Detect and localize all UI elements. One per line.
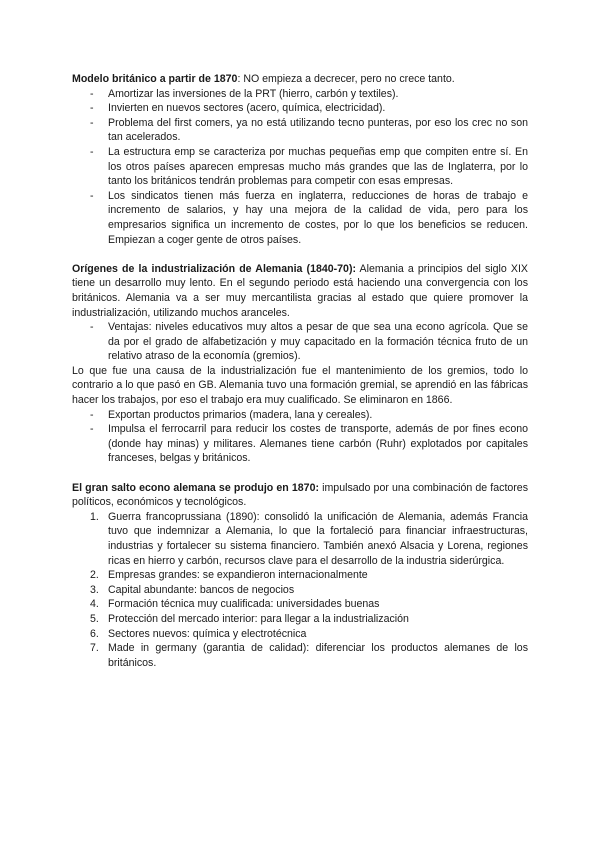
list-item	[72, 641, 528, 670]
list-item-text: Amortizar las inversiones de la PRT (hierro, carbón y textiles).	[108, 87, 399, 100]
list-number: 3.	[90, 583, 99, 596]
section-british-model-heading: Modelo británico a partir de 1870	[72, 73, 238, 85]
list-item-text: Problema del first comers, ya no está utilizando tecno punteras, por eso los crec no son tan acelerados.	[108, 116, 528, 144]
british-model-bullet-list	[72, 87, 528, 248]
dash-marker: -	[90, 102, 94, 115]
dash-marker: -	[90, 189, 94, 202]
section-germany-origins-intro	[72, 262, 528, 320]
list-number: 1.	[90, 510, 99, 523]
list-number: 5.	[90, 612, 99, 625]
list-item-text: Made in germany (garantia de calidad): diferenciar los productos alemanes de los británicos.	[108, 642, 528, 669]
list-item-text: La estructura emp se caracteriza por muchas pequeñas emp que compiten entre sí. En los otros países aparecen empresas mucho más grandes que las de Inglaterra, por lo tanto los británicos tendrán problemas para competir con esas empresas.	[108, 145, 528, 188]
germany-advantages-list	[72, 320, 528, 364]
list-number: 4.	[90, 598, 99, 611]
list-item-text: Formación técnica muy cualificada: universidades buenas	[108, 598, 380, 611]
list-item-text: Invierten en nuevos sectores (acero, química, electricidad).	[108, 102, 386, 115]
list-item-text: Empresas grandes: se expandieron internacionalmente	[108, 569, 368, 582]
list-item	[72, 422, 528, 466]
list-item	[72, 87, 528, 102]
section-british-model-intro-text: : NO empieza a decrecer, pero no crece tanto.	[237, 73, 455, 85]
list-item	[72, 627, 528, 642]
germany-exports-list	[72, 408, 528, 466]
paragraph-gap	[72, 466, 528, 481]
section-germany-origins-intro-text: Alemania a principios del siglo XIX tiene un desarrollo muy lento. En el segundo periodo está haciendo una convergencia con los británicos. Alemania va a ser muy mercantilista gracias al estado que quiere promover la industrialización, utilizando muchos aranceles.	[72, 262, 528, 319]
list-item-text: Guerra francoprussiana (1890): consolidó la unificación de Alemania, además Francia tuvo que indemnizar a Alemania, lo que la fortaleció para financiar infraestructuras, industrias y fortalecer su sistema financiero. También anexó Alsacia y Lorena, regiones ricas en hierro y carbón, recursos clave para el desarrollo de la industria siderúrgica.	[108, 510, 528, 567]
dash-marker: -	[90, 321, 94, 334]
dash-marker: -	[90, 87, 94, 100]
paragraph-gap	[72, 247, 528, 262]
list-item	[72, 510, 528, 568]
list-number: 7.	[90, 642, 99, 655]
list-item	[72, 408, 528, 423]
dash-marker: -	[90, 423, 94, 436]
dash-marker: -	[90, 116, 94, 129]
list-item	[72, 568, 528, 583]
section-germany-leap-intro	[72, 481, 528, 510]
list-item-text: Impulsa el ferrocarril para reducir los costes de transporte, además de por fines econo (donde hay minas) y militares. Alemanes tiene carbón (Ruhr) explotados por capitales franceses, belgas y británicos.	[108, 423, 528, 465]
list-item	[72, 583, 528, 598]
list-item-text: Capital abundante: bancos de negocios	[108, 583, 295, 596]
list-item	[72, 101, 528, 116]
list-item-text: Los sindicatos tienen más fuerza en inglaterra, reducciones de horas de trabajo e incremento de salarios, y hay una mejora de la calidad de vida, pero para los empresarios significa un incremento de costes, por lo que los beneficios se reducen. Empiezan a coger gente de otros países.	[108, 189, 528, 246]
dash-marker: -	[90, 408, 94, 421]
list-item	[72, 612, 528, 627]
section-germany-origins-heading: Orígenes de la industrialización de Alemania (1840-70):	[72, 262, 357, 275]
section-germany-leap-heading: El gran salto econo alemana se produjo en 1870:	[72, 481, 319, 494]
section-british-model-intro	[72, 72, 528, 87]
section-germany-leap-intro-text: impulsado por una combinación de factores políticos, económicos y tecnológicos.	[72, 481, 528, 509]
list-item	[72, 145, 528, 189]
list-item-text: Exportan productos primarios (madera, lana y cereales).	[108, 408, 373, 421]
list-item-text: Protección del mercado interior: para llegar a la industrialización	[108, 612, 409, 625]
germany-guilds-paragraph: Lo que fue una causa de la industrialización fue el mantenimiento de los gremios, todo lo contrario a lo que pasó en GB. Alemania tuvo una formación gremial, se aprendió en las fábricas hacer los trabajos, por eso el trabajo era muy cualificado. Se eliminaron en 1866.	[72, 364, 528, 407]
list-number: 2.	[90, 569, 99, 582]
list-item	[72, 597, 528, 612]
list-number: 6.	[90, 627, 99, 640]
list-item	[72, 189, 528, 247]
list-item-text: Sectores nuevos: química y electrotécnica	[108, 627, 307, 640]
list-item	[72, 116, 528, 145]
dash-marker: -	[90, 145, 94, 158]
document-body	[72, 72, 528, 670]
list-item	[72, 320, 528, 364]
list-item-text: Ventajas: niveles educativos muy altos a pesar de que sea una econo agrícola. Que se da por el grado de alfabetización y muy capacitado en la formación técnica fruto de un relativo atraso de la economía (gremios).	[108, 321, 528, 363]
germany-leap-numbered-list	[72, 510, 528, 671]
